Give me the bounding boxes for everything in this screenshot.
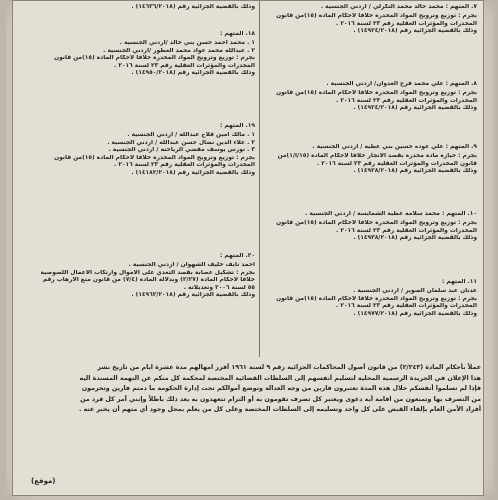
accused-entry-18 — [23, 31, 255, 78]
entry-line: احمد نايف خليف الشهوان / اردني الجنسية . — [128, 262, 255, 269]
entry-line: وذلك بالقضية الجزائية رقم (١٤٩٢٨/٢٠١٨) . — [353, 168, 477, 175]
entry-line: بجرم : توزيع وترويج المواد المخدرة خلافاً لأحكام المادة (١٥)من قانون — [276, 13, 477, 20]
legal-notice — [19, 363, 481, 416]
notice-line: فإذا لم تسلموا أنفسكم خلال هذه المدة تعتبرون فارين من وجه العدالة وتوضع أموالكم تحت إدارة الحكومة ما دمتم فارين وتحرمون — [81, 385, 481, 393]
entry-line: ٧. المتهم : محمد خالد محمد التكرلي / اردني الجنسية . — [320, 4, 477, 10]
entry-line: وذلك بالقضية الجزائية رقم (١٤٩٧٧/٢٠١٨) . — [353, 310, 477, 317]
entry-line: ٨. المتهم : علي محمد فرج العدوان/ اردني الجنسية . — [326, 81, 477, 87]
document-page — [6, 0, 494, 500]
entry-line: ١٠. المتهم : محمد سلامه عطية الشمايسة / اردني الجنسية . — [305, 211, 477, 217]
entry-line: وذلك بالقضية الجزائية رقم (١٤٩٦٢/٢٠١٨) . — [131, 292, 255, 299]
accused-entry-9 — [263, 144, 477, 176]
entry-line: وذلك بالقضية الجزائية رقم (١٤٩٢٤/٢٠١٨) . — [353, 105, 477, 112]
announcement-sheet — [12, 0, 484, 496]
entry-line: المخدرات والمؤثرات العقلية رقم ٢٣ لسنة ٢٠١٦ . — [336, 227, 477, 234]
entry-line: وذلك بالقضية الجزائية رقم (١٤٩٥٠/٢٠١٨) . — [131, 70, 255, 77]
entry-line: ١ . مالك امين فلاح عبدالله / اردني الجنسية . — [127, 132, 255, 139]
entry-line: ٢٠. المتهم : — [220, 253, 255, 259]
accused-entry-17-tail — [23, 4, 255, 13]
notice-line: من التصرف بها وتمنعون من اقامة أية دعوى ويعتبر كل تصرف تقومون به أو التزام تتعهدون به بعد ذلك باطلاً وإنني آمر كل فرد من — [80, 395, 481, 403]
entry-line: بجرم : تشكيل عصابة بقصد التعدي على الاموال وارتكاب الاعمال اللصوصية — [40, 269, 255, 276]
notice-line: أفراد الأمن العام بإلقاء القبض على كل واحد وتسليمه إلى السلطات المختصة وعلى كل من يعلم بمحل وجود أي متهم أن يخبر عنه . — [79, 406, 481, 414]
entry-line: المخدرات والمؤثرات العقلية رقم ٢٣ لسنة ٢٠١٦ . — [336, 303, 477, 310]
entry-line: ٣ . نورس يوسف مفضي الرياحنه / اردني الجنسية . — [108, 147, 255, 154]
accused-entry-19 — [23, 123, 255, 178]
signature-mark: (موقع) — [31, 477, 56, 485]
entry-line: ١ . محمد احمد حسن بني خالد /اردني الجنسية . — [119, 40, 255, 47]
entry-line: المخدرات والمؤثرات العقلية رقم ٢٣ لسنة ٢٠١٦ . — [336, 97, 477, 104]
entry-line: ٥٥ لسنة ٢٠٠٦ وتعديلاته . — [183, 284, 255, 291]
entry-line: ٩. المتهم : علي عوده حسين بني عطيه / اردني الجنسية . — [312, 144, 477, 150]
entry-line: قانون المخدرات والمؤثرات العقلية رقم ٢٣ لسنة ٢٠١٦ . — [317, 160, 477, 167]
column-divider — [259, 1, 260, 357]
entry-line: وذلك بالقضية الجزائية رقم (١٤٦٣٦/٢٠١٨) . — [131, 4, 255, 10]
notice-line: عملاً بأحكام المادة (٢/٢٤٣) من قانون أصول المحاكمات الجزائية رقم ٩ لسنة ١٩٦١ أقرر امهالهم مدة عشرة ايام من تاريخ نشر — [97, 364, 481, 371]
entry-line: بجرم : توزيع وترويج المواد المخدرة خلافاً لأحكام المادة (١٥)من قانون — [276, 220, 477, 227]
notice-line: هذا الإعلان في الجريدة الرسمية المحلية لتسليم أنفسهم إلى السلطات القضائية المختصة لمحكمة كل منكم عن التهمة المسندة اليه — [79, 374, 481, 382]
accused-entry-7 — [263, 4, 477, 36]
entry-line: بجرم : توزيع وترويج المواد المخدرة خلافاً لأحكام المادة (١٥)من قانون — [276, 295, 477, 302]
entry-line: ١١. المتهم : — [442, 279, 477, 285]
accused-entry-10 — [263, 211, 477, 243]
accused-entry-8 — [263, 81, 477, 113]
entry-line: المخدرات والمؤثرات العقلية رقم ٢٣ لسنة ٢٠١٦ . — [114, 62, 255, 69]
entry-line: ١٩. المتهم : — [220, 123, 255, 129]
entry-line: المخدرات والمؤثرات العقلية رقم ٢٣ لسنة ٢٠١٦ . — [114, 162, 255, 169]
entry-line: بجرم : توزيع وترويج المواد المخدرة خلافاً لأحكام المادة (١٥)من قانون — [276, 90, 477, 97]
entry-line: ٢ . علاء الدين نضال حسن عبدالله / اردني الجنسية . — [107, 139, 255, 146]
entry-line: وذلك بالقضية الجزائية رقم (١٤٩٢٤/٢٠١٨) . — [353, 28, 477, 35]
entry-line: ١٨. المتهم : — [220, 31, 255, 37]
entry-line: عدنان عبد سلمان الصوير / اردني الجنسية . — [353, 288, 477, 295]
entry-line: وذلك بالقضية الجزائية رقم (١٤١٨٢/٢٠١٨) . — [131, 170, 255, 177]
accused-entry-20 — [23, 253, 255, 300]
entry-line: ٢ . عبدالله محمد عواد محمد العطور /اردني الجنسية . — [103, 47, 255, 54]
entry-line: خلافاً لأحكام المادة (٢/٢٧) وبدلالة المادة (٧/٤) من قانون منع الارهاب رقم — [42, 277, 255, 284]
entry-line: بجرم : حيازة مادة مخدرة بقصد الاتجار خلافاً لأحكام المادة (١٥/أ/١)من — [277, 153, 477, 160]
entry-line: وذلك بالقضية الجزائية رقم (١٤٩٣٨/٢٠١٨) . — [353, 235, 477, 242]
accused-entry-11 — [263, 279, 477, 318]
entry-line: بجرم : توزيع وترويج المواد المخدرة خلافاً لأحكام المادة (١٥)من قانون — [54, 154, 255, 161]
entry-line: المخدرات والمؤثرات العقلية رقم ٢٣ لسنة ٢٠١٦ . — [336, 20, 477, 27]
entry-line: بجرم : توزيع وترويج المواد المخدرة خلافاً لأحكام المادة (١٥)من قانون — [54, 55, 255, 62]
